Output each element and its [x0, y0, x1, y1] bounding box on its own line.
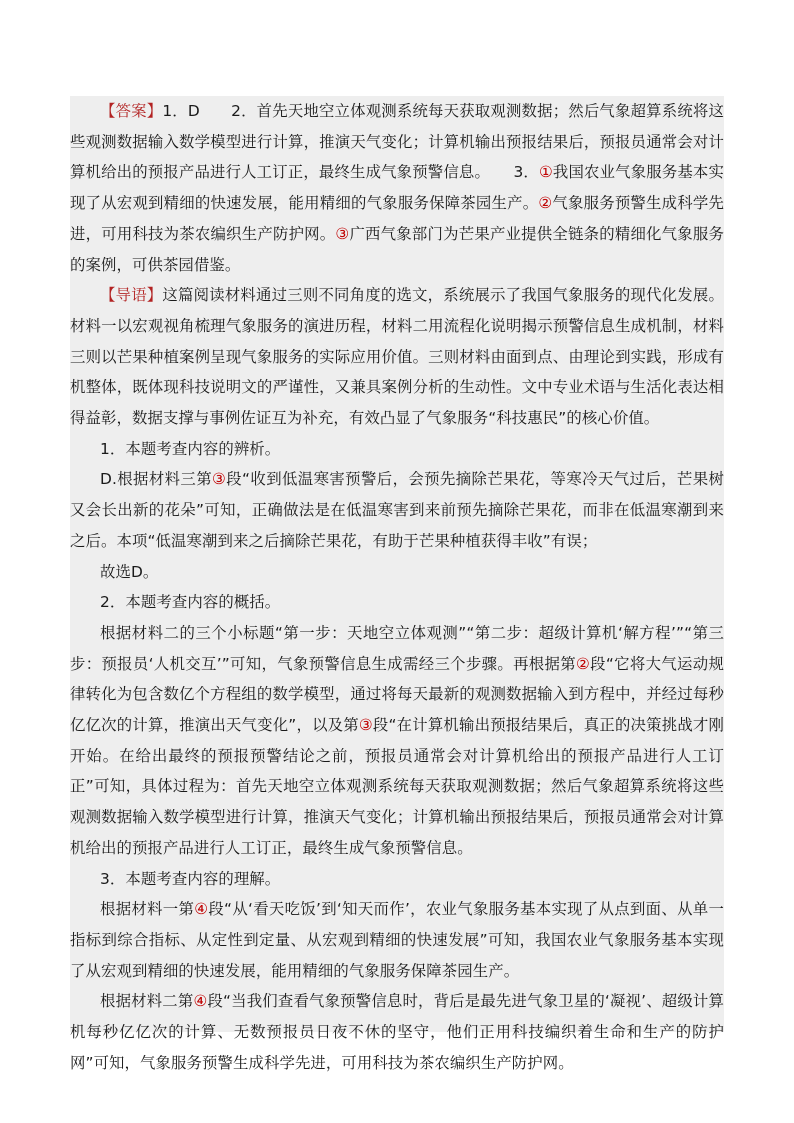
q1-conclusion: 故选D。 — [100, 562, 159, 581]
q3-title: 3．本题考查内容的理解。 — [100, 869, 281, 888]
q1-title: 1．本题考查内容的辨析。 — [100, 439, 281, 458]
circled-number: ② — [575, 654, 591, 673]
q1-analysis: D.根据材料三第③段“收到低温寒害预警后，会预先摘除芒果花，等寒冷天气过后，芒果树又会长出新的花朵”可知，正确做法是在低温寒害到来前预先摘除芒果花，而非在低温寒潮到来之后。本项“低温寒潮到来之后摘除芒果花，有助于芒果种植获得丰收”有误； — [70, 470, 724, 550]
answer-paragraph: 【答案】1．D 2．首先天地空立体观测系统每天获取观测数据；然后气象超算系统将这些观测数据输入数学模型进行计算，推演天气变化；计算机输出预报结果后，预报员通常会对计算机给出的预报产品进行人工订正，最终生成气象预警信息。 3．①我国农业气象服务基本实现了从宏观到精细的快速发展，能用精细的气象服务保障茶园生产。②气象服务预警生成科学先进，可用科技为茶农编织生产防护网。③广西气象部门为芒果产业提供全链条的精细化气象服务的案例，可供茶园借鉴。 — [70, 102, 725, 274]
q2-title: 2．本题考查内容的概括。 — [100, 593, 281, 612]
circled-number: ④ — [193, 992, 208, 1011]
guide-paragraph: 【导语】这篇阅读材料通过三则不同角度的选文，系统展示了我国气象服务的现代化发展。材料一以宏观视角梳理气象服务的演进历程，材料二用流程化说明揭示预警信息生成机制，材料三则以芒果种植案例呈现气象服务的实际应用价值。三则材料由面到点、由理论到实践，形成有机整体，既体现科技说明文的严谨性，又兼具案例分析的生动性。文中专业术语与生活化表达相得益彰，数据支撑与事例佐证互为补充，有效凸显了气象服务“科技惠民”的核心价值。 — [70, 286, 724, 428]
circled-number: ④ — [194, 900, 209, 919]
guide-tag: 【导语】 — [100, 286, 163, 305]
q2-analysis: 根据材料二的三个小标题“第一步：天地空立体观测”“第二步：超级计算机‘解方程’”“第三步：预报员‘人机交互’”可知，气象预警信息生成需经三个步骤。再根据第②段“它将大气运动规律转化为包含数亿个方程组的数学模型，通过将每天最新的观测数据输入到方程中，并经过每秒亿亿次的计算，推演出天气变化”，以及第③段“在计算机输出预报结果后，真正的决策挑战才刚开始。在给出最终的预报预警结论之前，预报员通常会对计算机给出的预报产品进行人工订正”可知，具体过程为：首先天地空立体观测系统每天获取观测数据；然后气象超算系统将这些观测数据输入数学模型进行计算，推演天气变化；计算机输出预报结果后，预报员通常会对计算机给出的预报产品进行人工订正，最终生成气象预警信息。 — [70, 623, 725, 857]
circled-number: ③ — [335, 224, 350, 243]
answer-tag: 【答案】 — [100, 102, 163, 120]
circled-number: ③ — [212, 470, 227, 489]
answer-explanation — [70, 96, 724, 1079]
circled-number: ① — [538, 163, 553, 182]
circled-number: ③ — [358, 716, 373, 735]
q3-analysis-1: 根据材料一第④段“从‘看天吃饭’到‘知天而作’，农业气象服务基本实现了从点到面、从单一指标到综合指标、从定性到定量、从宏观到精细的快速发展”可知，我国农业气象服务基本实现了从宏观到精细的快速发展，能用精细的气象服务保障茶园生产。 — [70, 900, 724, 980]
q3-analysis-2: 根据材料二第④段“当我们查看气象预警信息时，背后是最先进气象卫星的‘凝视’、超级计算机每秒亿亿次的计算、无数预报员日夜不休的坚守，他们正用科技编织着生命和生产的防护网”可知，气象服务预警生成科学先进，可用科技为茶农编织生产防护网。 — [70, 992, 724, 1072]
circled-number: ② — [538, 194, 553, 213]
